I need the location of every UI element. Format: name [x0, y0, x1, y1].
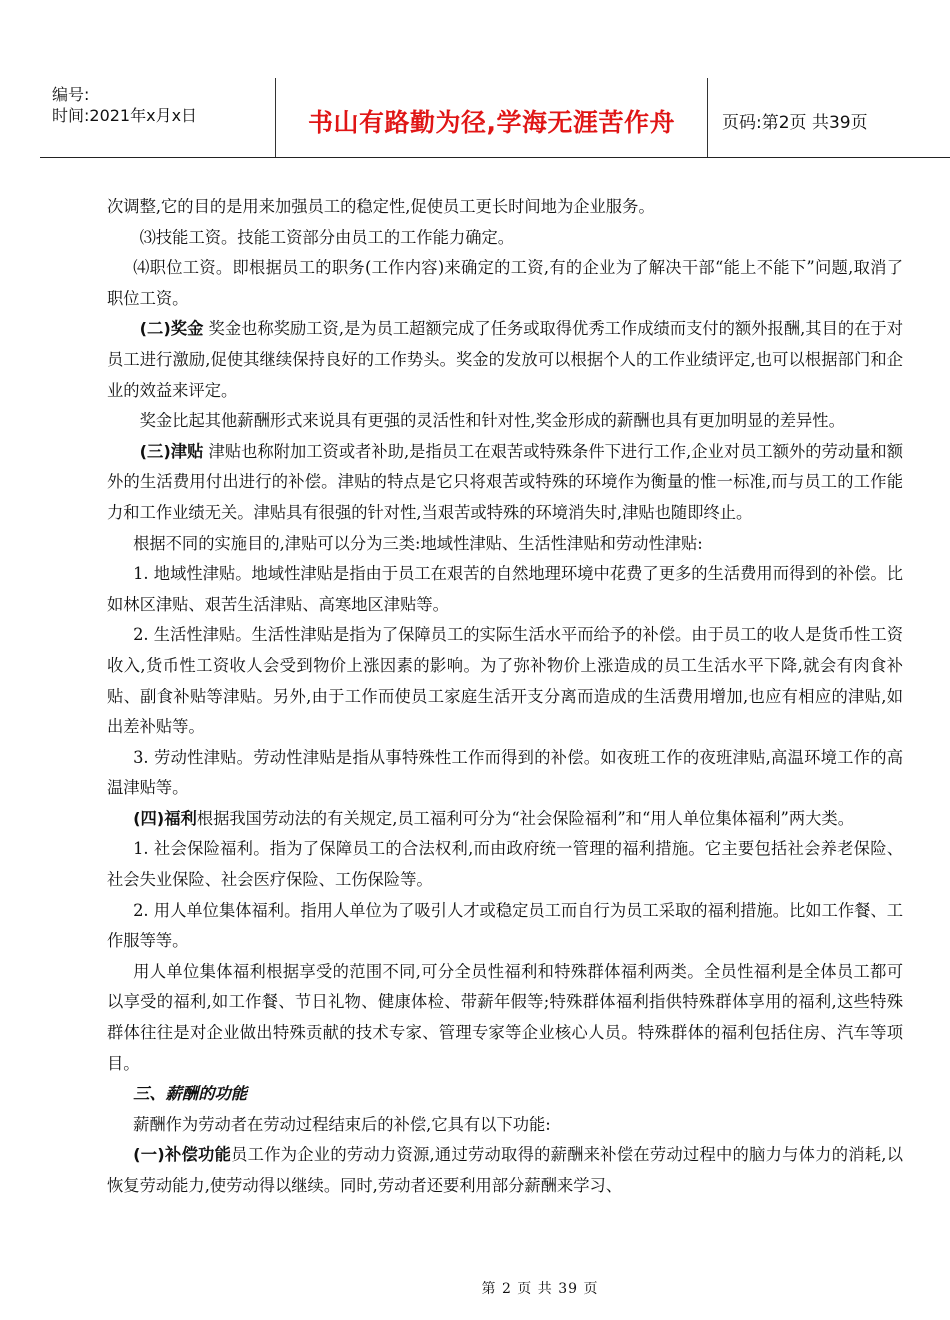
compensation-paragraph [107, 1140, 903, 1201]
page-footer: 第 2 页 共 39 页 [481, 1281, 599, 1297]
allowance-paragraph [107, 437, 903, 529]
paragraph: 薪酬作为劳动者在劳动过程结束后的补偿,它具有以下功能: [133, 1114, 551, 1134]
compensation-text: 员工作为企业的劳动力资源,通过劳动取得的薪酬来补偿在劳动过程中的脑力与体力的消耗,以恢复劳动能力,使劳动得以继续。同时,劳动者还要利用部分薪酬来学习、 [107, 1145, 903, 1195]
list-item: 1. 社会保险福利。指为了保障员工的合法权利,而由政府统一管理的福利措施。它主要包括社会养老保险、社会失业保险、社会医疗保险、工伤保险等。 [107, 839, 903, 890]
bonus-paragraph [107, 314, 903, 406]
allowance-text: 津贴也称附加工资或者补助,是指员工在艰苦或特殊条件下进行工作,企业对员工额外的劳动量和额外的生活费用付出进行的补偿。津贴的特点是它只将艰苦或特殊的环境作为衡量的惟一标准,而与员工的工作能力和工作业绩无关。津贴具有很强的针对性,当艰苦或特殊的环境消失时,津贴也随即终止。 [107, 441, 903, 522]
welfare-paragraph [107, 804, 903, 835]
compensation-heading: (一)补偿功能 [133, 1145, 232, 1165]
paragraph: 奖金比起其他薪酬形式来说具有更强的灵活性和针对性,奖金形成的薪酬也具有更加明显的差异性。 [139, 411, 845, 431]
header-meta [40, 78, 275, 157]
bonus-heading: (二)奖金 [139, 319, 204, 339]
paragraph: 用人单位集体福利根据享受的范围不同,可分全员性福利和特殊群体福利两类。全员性福利是全体员工都可以享受的福利,如工作餐、节日礼物、健康体检、带薪年假等;特殊群体福利指供特殊群体享用的福利,这些特殊群体往往是对企业做出特殊贡献的技术专家、管理专家等企业核心人员。特殊群体的福利包括住房、汽车等项目。 [107, 961, 903, 1073]
list-item: 2. 用人单位集体福利。指用人单位为了吸引人才或稳定员工而自行为员工采取的福利措施。比如工作餐、工作服等等。 [107, 900, 903, 951]
header-motto: 书山有路勤为径,学海无涯苦作舟 [308, 107, 675, 137]
header-page-info: 页码:第2页 共39页 [722, 113, 868, 133]
bonus-text: 奖金也称奖励工资,是为员工超额完成了任务或取得优秀工作成绩而支付的额外报酬,其目的在于对员工进行激励,促使其继续保持良好的工作势头。奖金的发放可以根据个人的工作业绩评定,也可以根据部门和企业的效益来评定。 [107, 319, 903, 400]
paragraph: ⑶技能工资。技能工资部分由员工的工作能力确定。 [139, 227, 515, 247]
paragraph: ⑷职位工资。即根据员工的职务(工作内容)来确定的工资,有的企业为了解决干部“能上不能下”问题,取消了职位工资。 [107, 258, 903, 308]
paragraph: 次调整,它的目的是用来加强员工的稳定性,促使员工更长时间地为企业服务。 [107, 197, 655, 216]
document-number-label: 编号: [52, 85, 90, 104]
welfare-text: 根据我国劳动法的有关规定,员工福利可分为“社会保险福利”和“用人单位集体福利”两大类。 [196, 808, 854, 828]
page-header [40, 78, 950, 158]
section-heading: 三、薪酬的功能 [133, 1084, 248, 1104]
header-motto-cell [275, 78, 708, 157]
welfare-heading: (四)福利 [133, 808, 197, 828]
paragraph: 根据不同的实施目的,津贴可以分为三类:地域性津贴、生活性津贴和劳动性津贴: [133, 533, 703, 553]
list-item: 3. 劳动性津贴。劳动性津贴是指从事特殊性工作而得到的补偿。如夜班工作的夜班津贴,高温环境工作的高温津贴等。 [107, 747, 903, 798]
header-page-info-cell [708, 78, 950, 157]
document-body [107, 192, 903, 1202]
list-item: 2. 生活性津贴。生活性津贴是指为了保障员工的实际生活水平而给予的补偿。由于员工的收人是货币性工资收入,货币性工资收人会受到物价上涨因素的影响。为了弥补物价上涨造成的员工生活水平下降,就会有肉食补贴、副食补贴等津贴。另外,由于工作而使员工家庭生活开支分离而造成的生活费用增加,也应有相应的津贴,如出差补贴等。 [107, 625, 903, 737]
allowance-heading: (三)津贴 [139, 441, 204, 461]
document-time: 时间:2021年x月x日 [52, 106, 198, 125]
list-item: 1. 地域性津贴。地域性津贴是指由于员工在艰苦的自然地理环境中花费了更多的生活费用而得到的补偿。比如林区津贴、艰苦生活津贴、高寒地区津贴等。 [107, 564, 903, 614]
